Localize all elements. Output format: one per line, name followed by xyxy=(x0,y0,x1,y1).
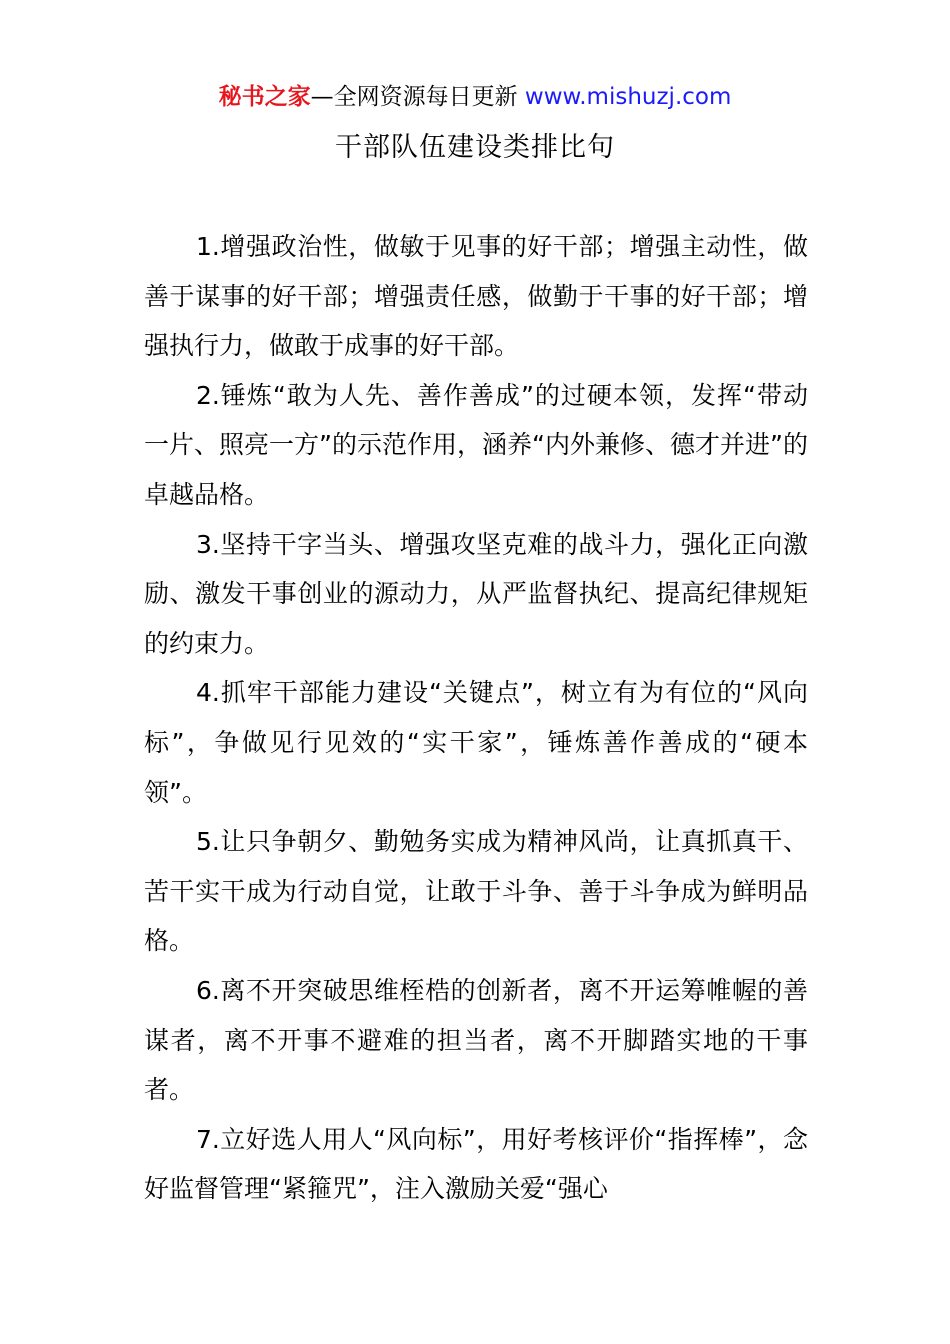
site-header xyxy=(0,80,950,114)
site-url-link[interactable]: www.mishuzj.com xyxy=(524,84,732,110)
document-title: 干部队伍建设类排比句 xyxy=(335,132,615,163)
paragraph-6: 6.离不开突破思维桎梏的创新者，离不开运筹帷幄的善谋者，离不开事不避难的担当者，离不开脚踏实地的干事者。 xyxy=(144,975,808,1105)
paragraph-7: 7.立好选人用人“风向标”，用好考核评价“指挥棒”，念好监督管理“紧箍咒”，注入激励关爱“强心 xyxy=(144,1124,808,1204)
paragraph-2: 2.锤炼“敢为人先、善作善成”的过硬本领，发挥“带动一片、照亮一方”的示范作用，涵养“内外兼修、德才并进”的卓越品格。 xyxy=(144,380,808,509)
site-name: 秘书之家 xyxy=(218,84,311,110)
paragraph-3: 3.坚持干字当头、增强攻坚克难的战斗力，强化正向激励、激发干事创业的源动力，从严监督执纪、提高纪律规矩的约束力。 xyxy=(144,529,808,658)
document-body xyxy=(144,222,808,1214)
site-tagline: —全网资源每日更新 xyxy=(310,84,518,110)
paragraph-4: 4.抓牢干部能力建设“关键点”，树立有为有位的“风向标”，争做见行见效的“实干家”，锤炼善作善成的“硬本领”。 xyxy=(144,678,808,807)
paragraph-5: 5.让只争朝夕、勤勉务实成为精神风尚，让真抓真干、苦干实干成为行动自觉，让敢于斗争、善于斗争成为鲜明品格。 xyxy=(144,827,808,956)
paragraph-1: 1.增强政治性，做敏于见事的好干部；增强主动性，做善于谋事的好干部；增强责任感，做勤于干事的好干部；增强执行力，做敢于成事的好干部。 xyxy=(144,232,808,361)
